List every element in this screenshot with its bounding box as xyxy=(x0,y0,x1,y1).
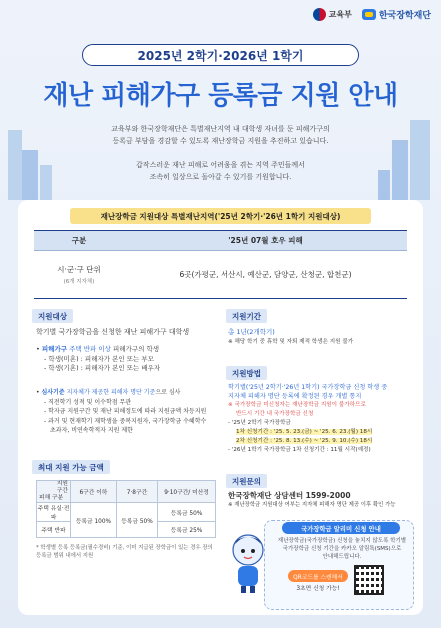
method-next: - '26년 1학기 국가장학금 1차 신청기간 : 11월 시작(예정) xyxy=(228,447,371,453)
method-note: 반드시 기간 내 국가장학금 신청 xyxy=(236,411,314,417)
period-line: 총 1년(2개학기) xyxy=(228,328,275,336)
table-cell: 등록금 50% xyxy=(158,503,216,522)
target-item-2 xyxy=(36,388,226,436)
kosaf-logo xyxy=(362,8,431,21)
table-cell: 6곳(가평군, 서산시, 예산군, 담양군, 산청군, 합천군) xyxy=(124,251,407,299)
item-condition: 주택 반파 이상 xyxy=(69,345,111,353)
corner-mid: 구간 xyxy=(56,488,68,494)
round-1 xyxy=(228,428,416,437)
table-row xyxy=(37,503,216,522)
target-item-1-title: • 피해가구 주택 반파 이상 피해가구의 학생 xyxy=(36,345,160,353)
intro-line: 조속히 일상으로 돌아갈 수 있기를 기원합니다. xyxy=(149,172,292,181)
period-text xyxy=(228,328,414,347)
method-subtitle: - '25년 2학기 국가장학금 xyxy=(228,420,291,426)
table-cell: 등록금 25% xyxy=(158,522,216,538)
corner-bottom: 피해 구분 xyxy=(39,495,64,501)
region-table xyxy=(34,230,407,299)
intro-line: 갑작스러운 재난 피해로 어려움을 겪는 지역 주민들께서 xyxy=(136,161,305,169)
target-item-1 xyxy=(36,345,226,374)
table-cell: 등록금 100% xyxy=(71,503,117,538)
section-heading-target: 지원대상 xyxy=(32,309,73,323)
intro-wish xyxy=(60,160,381,183)
period-note: ※ 해당 학기 중 휴학 및 자퇴 제적 학생은 지원 불가 xyxy=(228,338,354,345)
method-line: 지자체 피해자 명단 등록에 확정된 경우 개별 통지 xyxy=(228,393,362,400)
table-header: '25년 07월 호우 피해 xyxy=(124,231,407,251)
table-cell xyxy=(34,251,124,299)
item-tail: 으로 심사 xyxy=(155,389,181,396)
building-right-1 xyxy=(392,140,408,200)
target-detail: - 학생(기혼) : 피해자가 본인 또는 배우자 xyxy=(44,364,161,372)
table-header: 7·8구간 xyxy=(116,481,157,503)
item-condition: 지자체가 제공한 피해자 명단 기준 xyxy=(66,389,156,396)
item-title: 피해가구 xyxy=(41,345,68,353)
mascot-icon xyxy=(229,530,267,594)
target-detail: - 직전학기 성적 및 이수학점 무관 xyxy=(44,398,132,406)
promo-line: 국가장학금 신청 기간을 카카오 알림톡(SMS)으로 xyxy=(282,546,402,552)
section-heading-method: 지원방법 xyxy=(226,366,267,380)
corner-cell xyxy=(37,481,71,503)
target-lead: 학기별 국가장학금을 신청한 재난 피해가구 대학생 xyxy=(36,328,190,336)
row-label-sub: (6개 지자체) xyxy=(63,279,95,285)
section-heading-period: 지원기간 xyxy=(226,309,267,323)
promo-line: 재난장학금(국가장학금) 신청을 놓치지 않도록 학기별 xyxy=(277,538,407,544)
method-note: ※ 국가장학금 미신청자는 재난장학금 지원이 불가하므로 xyxy=(228,402,366,408)
moe-name: 교육부 xyxy=(328,10,352,19)
table-cell: 등록금 50% xyxy=(116,503,157,538)
promo-title: 국가장학금 알리미 신청 안내 xyxy=(282,522,400,534)
promo-text xyxy=(272,537,412,561)
round-1-text: 1차 신청기간 : '25. 5. 23.(금) ~ '25. 6. 23.(월) 18시 xyxy=(236,429,373,435)
max-support-note: * 학생별 등록 등록금(필수경비) 기준, 이미 지급된 장학금이 있는 경우 장의 등록금 범위 내에서 지원 xyxy=(36,545,213,559)
qr-subtext: 3초면 신청 가능! xyxy=(296,586,340,592)
item-title: 심사기준 xyxy=(41,389,65,396)
kosaf-name: 한국장학재단 xyxy=(378,11,431,21)
row-label: 주택 반파 xyxy=(37,522,71,538)
table-header-row xyxy=(37,481,216,503)
intro-line: 등록금 부담을 경감할 수 있도록 재난장학금 지원을 추진하고 있습니다. xyxy=(112,136,329,145)
taegeuk-icon xyxy=(313,8,326,21)
building-left-3 xyxy=(40,165,52,200)
building-left-1 xyxy=(8,130,22,200)
table-row xyxy=(34,251,407,299)
row-label: 주택 유실·전파 xyxy=(37,503,71,522)
row-label: 시·군·구 단위 xyxy=(57,265,101,274)
round-2 xyxy=(228,437,416,446)
contact-text xyxy=(228,491,416,510)
semester-tag: 2025년 2학기·2026년 1학기 xyxy=(82,44,359,66)
section-heading-max: 최대 지원 가능 금액 xyxy=(32,460,110,474)
section-heading-contact: 지원문의 xyxy=(226,474,267,488)
intro-text xyxy=(60,124,381,147)
promo-line: 안내해드립니다. xyxy=(322,554,362,560)
disaster-area-banner: 재난장학금 지원대상 특별재난지역('25년 2학기·'26년 1학기 지원대상) xyxy=(70,208,371,224)
target-detail: - 과거 및 현재학기 재학생을 중복지원자, 국가장학금 수혜학수 xyxy=(44,417,207,425)
kosaf-mark-icon xyxy=(362,9,376,20)
contact-phone: 한국장학재단 상담센터 1599-2000 xyxy=(228,491,351,500)
contact-note: ※ 재난장학금 지원대상 여부는 지자체 피해자 명단 제공 이후 확인 가능 xyxy=(228,501,396,508)
table-header: 6구간 이하 xyxy=(71,481,117,503)
item-tail: 피해가구의 학생 xyxy=(113,345,160,353)
page-title: 재난 피해가구 등록금 지원 안내 xyxy=(43,81,398,111)
table-header-row xyxy=(34,231,407,251)
max-support-table xyxy=(36,480,216,538)
round-2-text: 2차 신청기간 : '25. 8. 13.(수) ~ '25. 9. 10.(수) 18시 xyxy=(236,438,373,444)
table-header: 9·10구간/ 미산정 xyxy=(158,481,216,503)
target-detail: - 학자금 지원구간 및 재난 피해정도에 따라 지원금액 차등지원 xyxy=(44,408,207,415)
corner-top: 지원 xyxy=(56,481,68,487)
header-logos xyxy=(313,8,431,21)
moe-logo xyxy=(313,8,352,21)
intro-line: 교육부와 한국장학재단은 특별재난지역 내 대학생 자녀를 둔 피해가구의 xyxy=(111,125,330,133)
target-item-2-title: • 심사기준 지자체가 제공한 피해자 명단 기준으로 심사 xyxy=(36,389,181,396)
method-text xyxy=(228,383,416,455)
qr-code-icon[interactable] xyxy=(354,565,384,595)
method-line: 학기별('25년 2학기·'26년 1학기) 국가장학금 신청 학생 중 xyxy=(228,384,388,391)
qr-label: QR코드를 스캔해서 xyxy=(288,570,348,582)
building-right-2 xyxy=(410,120,430,200)
building-left-2 xyxy=(22,150,38,200)
target-detail: 초과자, 비연속학적자 지원 제한 xyxy=(50,427,133,434)
table-header: 구분 xyxy=(34,231,124,251)
target-detail: - 학생(미혼) : 피해자가 본인 또는 부모 xyxy=(44,354,154,363)
